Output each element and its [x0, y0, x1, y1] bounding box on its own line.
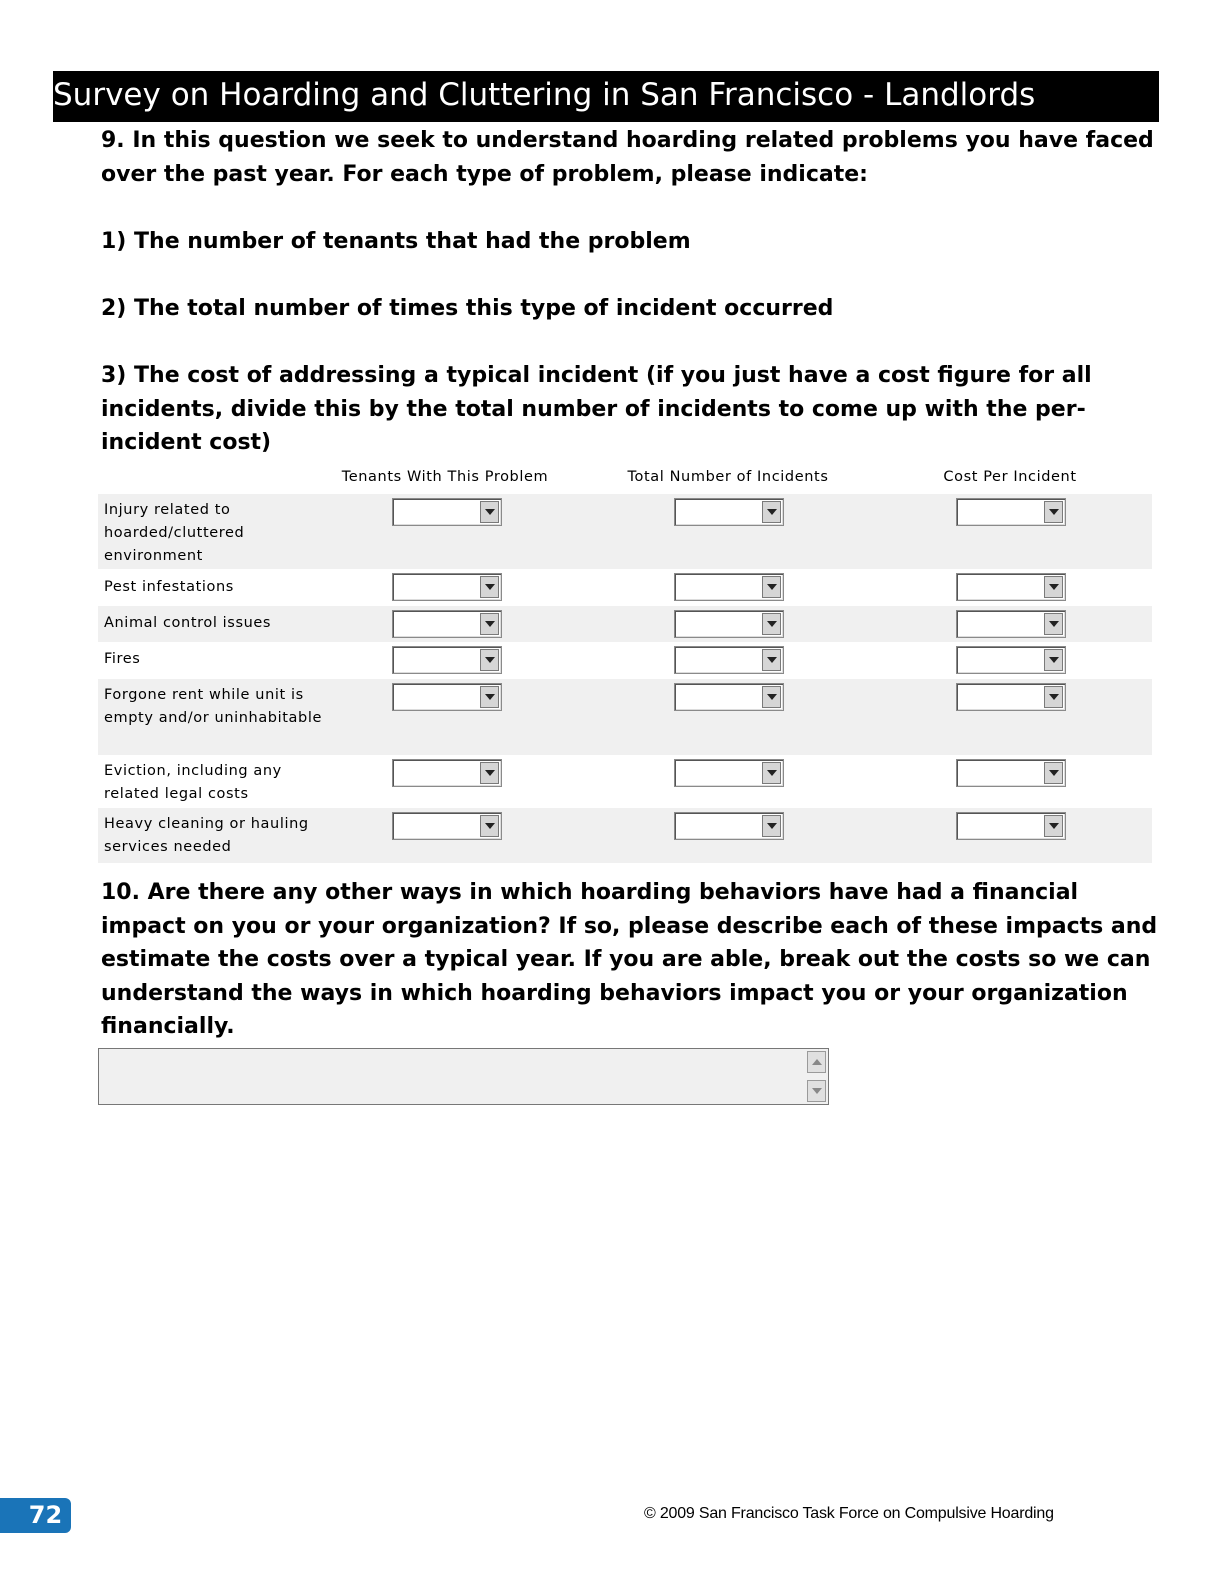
grid-row-eviction — [98, 755, 1152, 808]
grid-row-animal-control — [98, 606, 1152, 642]
question-9-item-3: 3) The cost of addressing a typical incident (if you just have a cost figure for all incidents, divide this by the total number of incidents to come up with the per-incident cost) — [101, 363, 1092, 456]
tenants-dropdown[interactable] — [392, 683, 502, 711]
grid-row-heavy-cleaning — [98, 808, 1152, 863]
copyright-footer: © 2009 San Francisco Task Force on Compulsive Hoarding — [644, 1505, 1054, 1522]
scroll-up-icon[interactable] — [807, 1051, 826, 1073]
chevron-down-icon — [762, 576, 781, 598]
question-9 — [101, 124, 1161, 460]
chevron-down-icon — [1044, 501, 1063, 523]
chevron-down-icon — [1044, 613, 1063, 635]
grid-row-injury — [98, 494, 1152, 569]
chevron-down-icon — [480, 815, 499, 837]
page-number: 72 — [0, 1498, 71, 1533]
question-10: 10. Are there any other ways in which hoarding behaviors have had a financial impact on you or your organization? If so, please describe each of these impacts and estimate the costs over a typical year. If you are able, break out the costs so we can understand the ways in which hoarding behaviors impact you or your organization financially. — [101, 880, 1158, 1040]
chevron-down-icon — [480, 613, 499, 635]
tenants-dropdown[interactable] — [392, 759, 502, 787]
problem-grid — [98, 494, 1152, 863]
chevron-down-icon — [1044, 576, 1063, 598]
chevron-down-icon — [762, 762, 781, 784]
incidents-dropdown[interactable] — [674, 759, 784, 787]
chevron-down-icon — [762, 649, 781, 671]
column-header-cost: Cost Per Incident — [943, 469, 1077, 485]
incidents-dropdown[interactable] — [674, 573, 784, 601]
chevron-down-icon — [480, 649, 499, 671]
incidents-dropdown[interactable] — [674, 646, 784, 674]
grid-row-forgone-rent — [98, 679, 1152, 755]
row-label: Eviction, including any related legal costs — [104, 763, 282, 802]
grid-row-pests — [98, 569, 1152, 606]
chevron-down-icon — [762, 686, 781, 708]
question-9-intro: 9. In this question we seek to understand hoarding related problems you have faced over the past year. For each type of problem, please indicate: — [101, 128, 1154, 187]
cost-dropdown[interactable] — [956, 759, 1066, 787]
row-label: Animal control issues — [104, 615, 272, 631]
tenants-dropdown[interactable] — [392, 646, 502, 674]
row-label: Forgone rent while unit is empty and/or uninhabitable — [104, 687, 322, 726]
scroll-down-icon[interactable] — [807, 1080, 826, 1102]
chevron-down-icon — [1044, 762, 1063, 784]
chevron-down-icon — [480, 501, 499, 523]
cost-dropdown[interactable] — [956, 498, 1066, 526]
chevron-down-icon — [762, 501, 781, 523]
chevron-down-icon — [762, 815, 781, 837]
incidents-dropdown[interactable] — [674, 683, 784, 711]
grid-column-headers — [0, 469, 1224, 489]
incidents-dropdown[interactable] — [674, 498, 784, 526]
cost-dropdown[interactable] — [956, 646, 1066, 674]
tenants-dropdown[interactable] — [392, 610, 502, 638]
chevron-down-icon — [1044, 649, 1063, 671]
chevron-down-icon — [480, 762, 499, 784]
column-header-tenants: Tenants With This Problem — [341, 469, 549, 485]
tenants-dropdown[interactable] — [392, 498, 502, 526]
cost-dropdown[interactable] — [956, 573, 1066, 601]
column-header-incidents: Total Number of Incidents — [627, 469, 829, 485]
question-10-textarea[interactable] — [98, 1048, 829, 1105]
tenants-dropdown[interactable] — [392, 573, 502, 601]
question-9-item-2: 2) The total number of times this type of incident occurred — [101, 295, 834, 321]
chevron-down-icon — [1044, 815, 1063, 837]
row-label: Pest infestations — [104, 579, 234, 595]
page-title: Survey on Hoarding and Cluttering in San Francisco - Landlords — [53, 71, 1159, 122]
cost-dropdown[interactable] — [956, 812, 1066, 840]
row-label: Injury related to hoarded/cluttered environment — [104, 502, 245, 564]
incidents-dropdown[interactable] — [674, 610, 784, 638]
question-9-item-1: 1) The number of tenants that had the problem — [101, 228, 691, 254]
cost-dropdown[interactable] — [956, 610, 1066, 638]
grid-row-fires — [98, 642, 1152, 679]
chevron-down-icon — [480, 576, 499, 598]
chevron-down-icon — [480, 686, 499, 708]
row-label: Fires — [104, 651, 141, 667]
chevron-down-icon — [1044, 686, 1063, 708]
cost-dropdown[interactable] — [956, 683, 1066, 711]
incidents-dropdown[interactable] — [674, 812, 784, 840]
row-label: Heavy cleaning or hauling services needed — [104, 816, 309, 855]
chevron-down-icon — [762, 613, 781, 635]
tenants-dropdown[interactable] — [392, 812, 502, 840]
